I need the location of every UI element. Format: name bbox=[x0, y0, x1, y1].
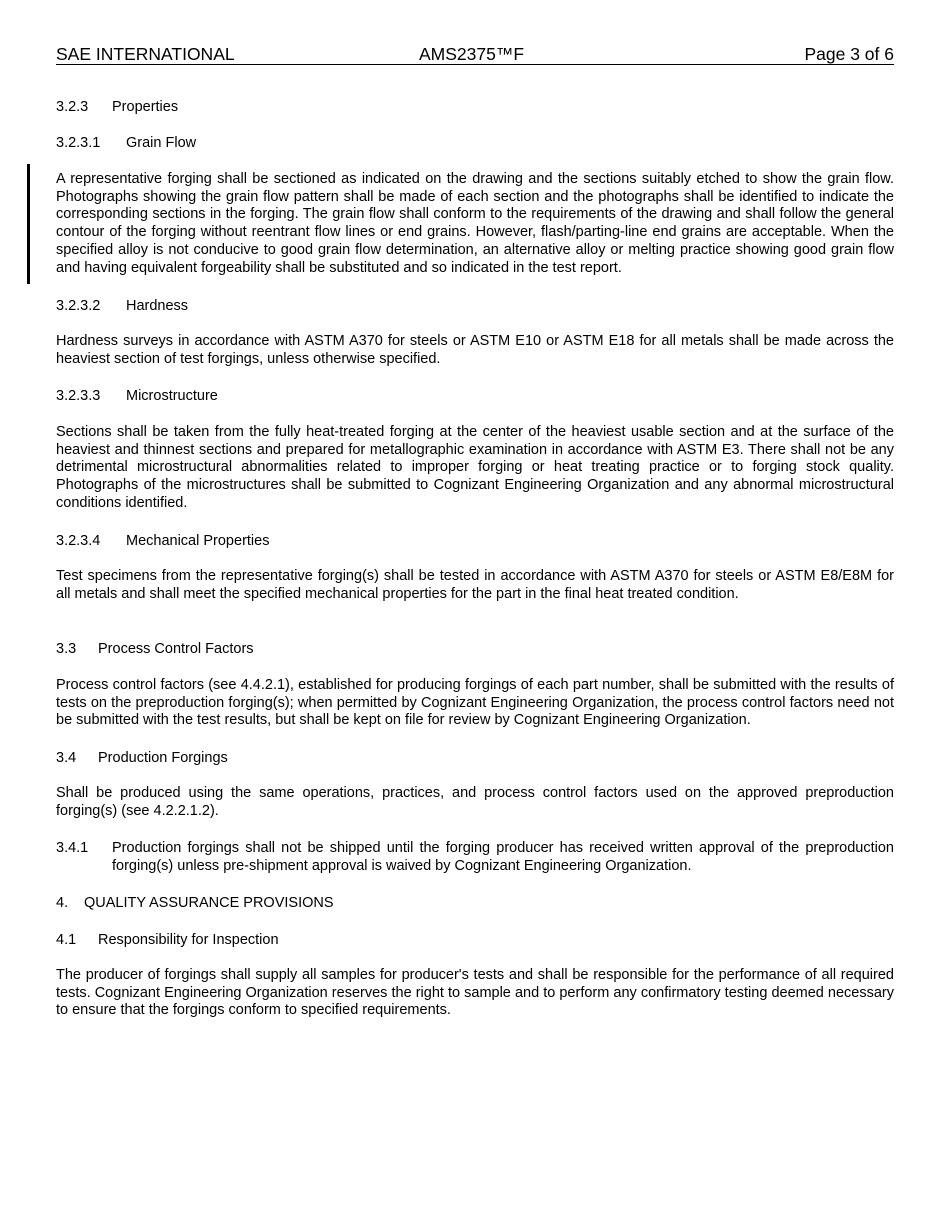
section-3-4-1 bbox=[56, 840, 894, 875]
section-3-4-text: Shall be produced using the same operations, practices, and process control factors used on the approved preproduction forging(s) (see 4.2.2.1.2). bbox=[56, 785, 894, 819]
section-3-4-heading: 3.4 Production Forgings bbox=[56, 750, 228, 766]
section-4-1-text: The producer of forgings shall supply all samples for producer's tests and shall be responsible for the performance of all required tests. Cognizant Engineering Organization reserves the right to sample and to perform any confirmatory testing deemed necessary to ensure that the forgings conform to specified requirements. bbox=[56, 967, 894, 1019]
header-org: SAE INTERNATIONAL bbox=[56, 44, 235, 64]
section-3-2-3-2-text: Hardness surveys in accordance with ASTM A370 for steels or ASTM E10 or ASTM E18 for all metals shall be made across the heaviest section of test forgings, unless otherwise specified. bbox=[56, 333, 894, 367]
revision-change-bar bbox=[27, 164, 30, 284]
section-3-3-text: Process control factors (see 4.4.2.1), established for producing forgings of each part number, shall be submitted with the results of tests on the preproduction forging(s); when permitted by Cognizant Engineering Organization, the process control factors need not be submitted with the test results, but shall be kept on file for review by Cognizant Engineering Organization. bbox=[56, 677, 894, 729]
section-4-heading: 4. QUALITY ASSURANCE PROVISIONS bbox=[56, 895, 334, 911]
section-3-3-heading: 3.3 Process Control Factors bbox=[56, 641, 254, 657]
section-3-2-3-3-text: Sections shall be taken from the fully heat-treated forging at the center of the heaviest usable section and at the surface of the heaviest and thinnest sections and prepared for metallographic examination in accordance with ASTM E3. There shall not be any detrimental microstructural abnormalities related to improper forging or heat treating practice or to forging stock quality. Photographs of the microstructures shall be submitted to Cognizant Engineering Organization and any abnormal microstructural conditions identified. bbox=[56, 424, 894, 511]
section-3-2-3-3-heading: 3.2.3.3 Microstructure bbox=[56, 388, 218, 404]
section-4-1-heading: 4.1 Responsibility for Inspection bbox=[56, 932, 279, 948]
header-doc-number: AMS2375™F bbox=[419, 44, 525, 64]
section-3-2-3-4-text: Test specimens from the representative forging(s) shall be tested in accordance with ASTM A370 for steels or ASTM E8/E8M for all metals and shall meet the specified mechanical properties for the part in the final heat treated condition. bbox=[56, 568, 894, 602]
section-3-2-3-heading: 3.2.3 Properties bbox=[56, 99, 179, 115]
section-3-4-1-text: Production forgings shall not be shipped until the forging producer has received written approval of the preproduction forging(s) unless pre-shipment approval is waived by Cognizant Engineering Organization. bbox=[112, 840, 894, 874]
section-3-2-3-1-heading: 3.2.3.1 Grain Flow bbox=[56, 135, 197, 151]
section-3-2-3-2-heading: 3.2.3.2 Hardness bbox=[56, 298, 189, 314]
section-3-2-3-1-text: A representative forging shall be sectioned as indicated on the drawing and the sections suitably etched to show the grain flow. Photographs showing the grain flow pattern shall be made of each section and the photographs shall be identified to indicate the corresponding sections in the forging. The grain flow shall conform to the requirements of the drawing and shall follow the general contour of the forging without reentrant flow lines or end grains. However, flash/parting-line end grains are acceptable. When the specified alloy is not conducive to good grain flow determination, an alternative alloy or melting practice showing good grain flow and having equivalent forgeability shall be substituted and so indicated in the test report. bbox=[56, 171, 894, 276]
header-page-number: Page 3 of 6 bbox=[804, 44, 894, 64]
section-3-2-3-4-heading: 3.2.3.4 Mechanical Properties bbox=[56, 533, 270, 549]
page-header bbox=[56, 44, 894, 65]
section-3-4-1-number: 3.4.1 bbox=[56, 840, 89, 856]
